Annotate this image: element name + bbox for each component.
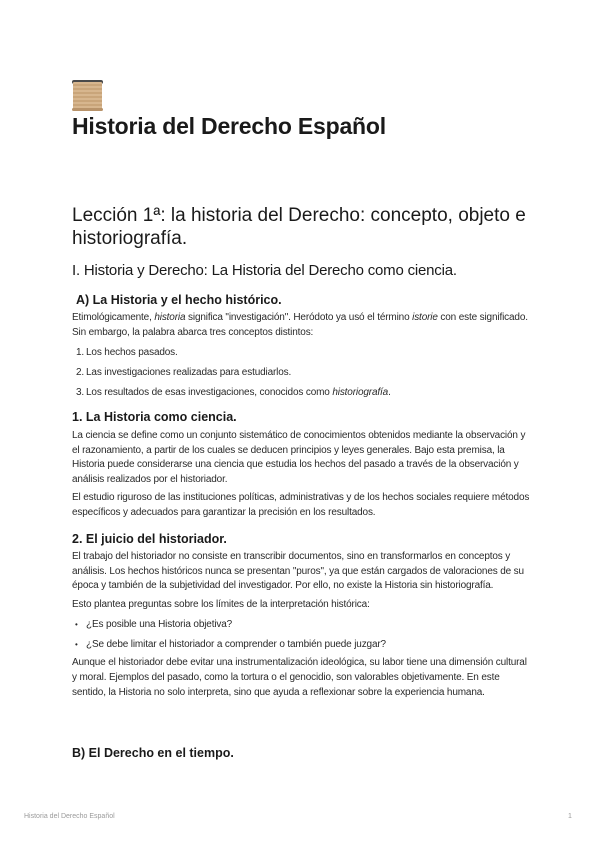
paragraph: El trabajo del historiador no consiste en transcribir documentos, sino en transformarlos en conceptos y análisis. Los hechos históricos nunca se presentan "puros", ya que están cargados de valoraciones de su época y también de la subjetividad del investigador. Por ello, no existe la Historia sin historiografía. xyxy=(72,551,524,592)
bullet-icon: • xyxy=(75,620,78,630)
document-title: Historia del Derecho Español xyxy=(72,113,386,139)
paragraph: La ciencia se define como un conjunto sistemático de conocimientos obtenidos mediante la observación y el razonamiento, a partir de los cuales se deducen principios y leyes generales. Bajo esta premisa, la Historia puede considerarse una ciencia que estudia los hechos del pasado a través de la observación y análisis realizados por el historiador. xyxy=(72,430,526,485)
subsection-b-heading: B) El Derecho en el tiempo. xyxy=(72,746,234,760)
list-item: • ¿Se debe limitar el historiador a comprender o también puede juzgar? xyxy=(75,639,386,651)
page-number: 1 xyxy=(568,813,572,820)
list-item: • ¿Es posible una Historia objetiva? xyxy=(75,619,233,631)
subsection-2-heading: 2. El juicio del historiador. xyxy=(72,532,227,546)
lesson-title: Lección 1ª: la historia del Derecho: concepto, objeto e historiografía. xyxy=(72,205,526,249)
bullet-icon: • xyxy=(75,640,78,650)
subsection-a xyxy=(72,293,530,400)
subsection-1-heading: 1. La Historia como ciencia. xyxy=(72,410,237,424)
paragraph: Aunque el historiador debe evitar una instrumentalización ideológica, su labor tiene una dimensión cultural y moral. Ejemplos del pasado, como la tortura o el genocidio, son valorables objetivamente. En este sentido, la Historia no solo interpreta, sino que ayuda a reflexionar sobre la experiencia humana. xyxy=(72,657,527,698)
subsection-b xyxy=(72,746,530,760)
concepts-list xyxy=(72,346,530,400)
footer-title: Historia del Derecho Español xyxy=(24,813,115,820)
paragraph: Esto plantea preguntas sobre los límites de la interpretación histórica: xyxy=(72,598,370,610)
list-item: 1. Los hechos pasados. xyxy=(76,347,178,359)
list-item: 2. Las investigaciones realizadas para estudiarlos. xyxy=(76,367,292,379)
subsection-1 xyxy=(72,410,530,521)
subsection-a-intro: Etimológicamente, historia significa "investigación". Heródoto ya usó el término istorie con este significado. Sin embargo, la palabra abarca tres conceptos distintos: xyxy=(72,312,528,338)
questions-list xyxy=(72,618,530,652)
paragraph: El estudio riguroso de las instituciones políticas, administrativas y de los hechos sociales requiere métodos específicos y adecuados para garantizar la precisión en los resultados. xyxy=(72,492,530,518)
scroll-icon xyxy=(72,76,103,111)
subsection-a-heading: A) La Historia y el hecho histórico. xyxy=(76,293,282,307)
list-item: 3. Los resultados de esas investigaciones, conocidos como historiografía. xyxy=(76,387,391,399)
subsection-2 xyxy=(72,532,530,700)
section-title: I. Historia y Derecho: La Historia del Derecho como ciencia. xyxy=(72,262,457,279)
